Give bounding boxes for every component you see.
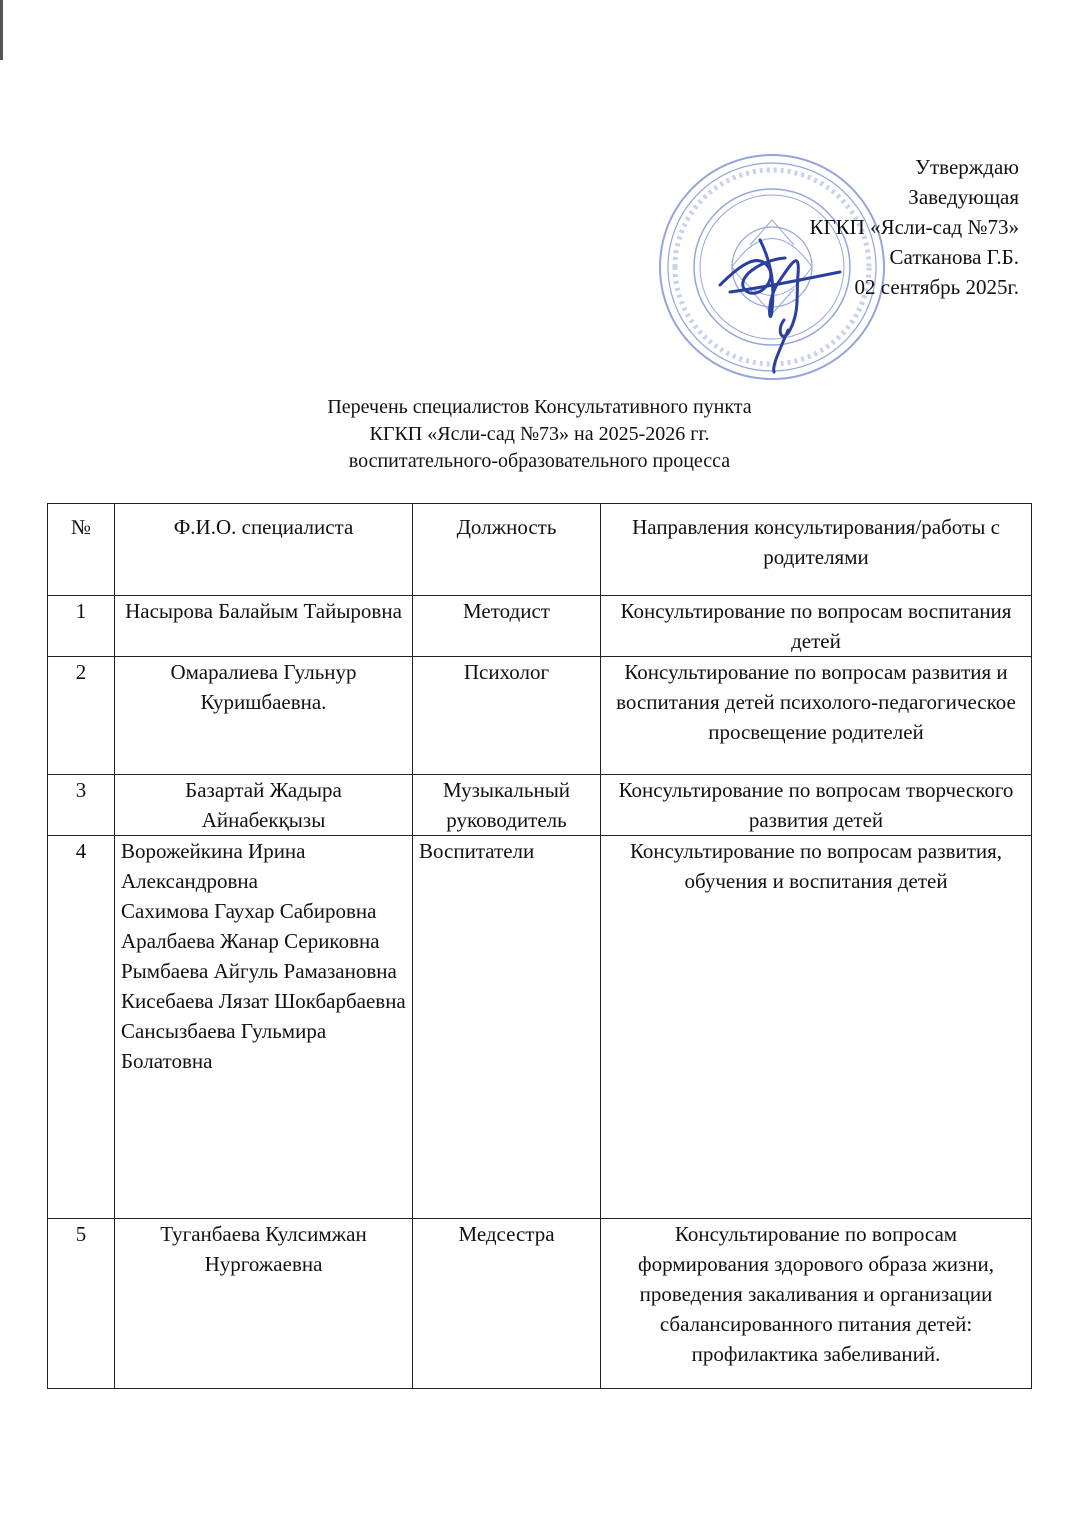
approval-organization: КГКП «Ясли-сад №73» <box>809 215 1019 239</box>
header-name: Ф.И.О. специалиста <box>115 504 413 596</box>
specialists-table <box>47 503 1032 1389</box>
row-position: Медсестра <box>413 1219 601 1389</box>
header-direction: Направления консультирования/работы с родителями <box>601 504 1032 596</box>
row-number: 5 <box>48 1219 115 1389</box>
row-number: 2 <box>48 657 115 775</box>
row-number: 4 <box>48 836 115 1219</box>
title-line-2: КГКП «Ясли-сад №73» на 2025-2026 гг. <box>369 423 710 445</box>
row-position: Психолог <box>413 657 601 775</box>
approval-position: Заведующая <box>908 185 1019 209</box>
row-number: 3 <box>48 775 115 836</box>
approval-block <box>810 152 1019 302</box>
approval-signer-name: Сатканова Г.Б. <box>889 245 1019 269</box>
educator-name: Кисебаева Лязат Шокбарбаевна <box>121 989 406 1013</box>
table-row <box>48 596 1032 657</box>
table-header-row <box>48 504 1032 596</box>
educator-name: Ворожейкина Ирина Александровна <box>121 839 306 893</box>
educator-name: Рымбаева Айгуль Рамазановна <box>121 959 397 983</box>
row-direction: Консультирование по вопросам воспитания детей <box>601 596 1032 657</box>
educator-name: Сансызбаева Гульмира Болатовна <box>121 1019 327 1073</box>
row-name: Насырова Балайым Тайыровна <box>115 596 413 657</box>
approval-date: 02 сентябрь 2025г. <box>854 275 1019 299</box>
header-number: № <box>48 504 115 596</box>
document-title <box>0 394 1079 475</box>
title-line-3: воспитательного-образовательного процесса <box>348 450 731 472</box>
row-name: Туганбаева Кулсимжан Нургожаевна <box>115 1219 413 1389</box>
row-direction: Консультирование по вопросам развития, обучения и воспитания детей <box>601 836 1032 1219</box>
table-row <box>48 657 1032 775</box>
row-direction: Консультирование по вопросам творческого развития детей <box>601 775 1032 836</box>
row-position: Музыкальный руководитель <box>413 775 601 836</box>
row-number: 1 <box>48 596 115 657</box>
educator-name: Аралбаева Жанар Сериковна <box>121 929 380 953</box>
row-names-list <box>115 836 413 1219</box>
header-position: Должность <box>413 504 601 596</box>
row-position: Методист <box>413 596 601 657</box>
row-name: Омаралиева Гульнур Куришбаевна. <box>115 657 413 775</box>
row-position: Воспитатели <box>413 836 601 1219</box>
row-direction: Консультирование по вопросам развития и воспитания детей психолого-педагогическое просвещение родителей <box>601 657 1032 775</box>
title-line-1: Перечень специалистов Консультативного пункта <box>327 396 752 418</box>
row-direction: Консультирование по вопросам формирования здорового образа жизни, проведения закаливания и организации сбалансированного питания детей: профилактика забеливаний. <box>601 1219 1032 1389</box>
table-row <box>48 836 1032 1219</box>
page-edge-shadow <box>0 0 3 60</box>
approval-approve-label: Утверждаю <box>915 155 1019 179</box>
table-row <box>48 1219 1032 1389</box>
table-row <box>48 775 1032 836</box>
educator-name: Сахимова Гаухар Сабировна <box>121 899 377 923</box>
row-name: Базартай Жадыра Айнабекқызы <box>115 775 413 836</box>
